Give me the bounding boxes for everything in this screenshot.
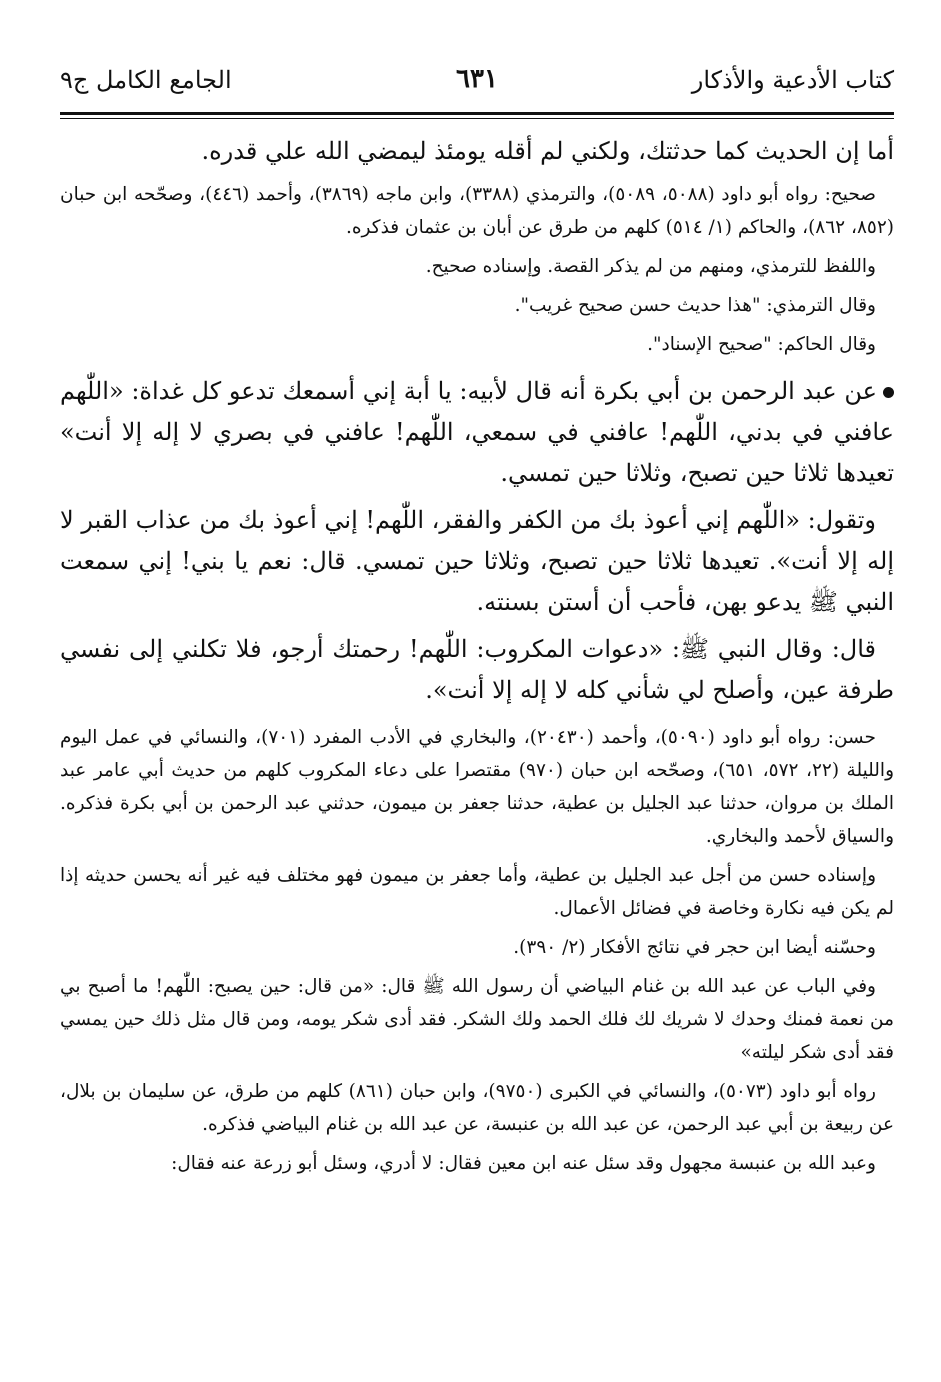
book-title: كتاب الأدعية والأذكار (691, 66, 894, 94)
bullet-icon (883, 387, 894, 398)
paragraph-hadith-continuation: وتقول: «اللّٰهم إني أعوذ بك من الكفر والفقر، اللّٰهم! إني أعوذ بك من عذاب القبر لا إله إلا أنت». تعيدها ثلاثا حين تصبح، وثلاثا حين تمسي. قال: نعم يا بني! إني سمعت النبي ﷺ يدعو بهن، فأحب أن أستن بسنته. (60, 506, 894, 616)
paragraph-hakim: وقال الحاكم: "صحيح الإسناد". (647, 334, 876, 355)
paragraph-isnad: وإسناده حسن من أجل عبد الجليل بن عطية، وأما جعفر بن ميمون فهو مختلف فيه غير أنه يحسن حديثه إذا لم يكن فيه نكارة وخاصة في فضائل الأعمال. (60, 865, 894, 919)
header-rule-thin (60, 118, 894, 119)
paragraph-ibn-hajar: وحسّنه أيضا ابن حجر في نتائج الأفكار (٢/ ٣٩٠). (513, 937, 876, 958)
running-header (60, 62, 894, 108)
paragraph-hadith-end: أما إن الحديث كما حدثتك، ولكني لم أقله يومئذ ليمضي الله علي قدره. (201, 137, 894, 165)
paragraph-hadith-abu-bakra-text: عن عبد الرحمن بن أبي بكرة أنه قال لأبيه: يا أبة إني أسمعك تدعو كل غداة: «اللّٰهم عافني في بدني، اللّٰهم! عافني في سمعي، اللّٰهم! عافني في بصري لا إله إلا أنت» تعيدها ثلاثا حين تصبح، وثلاثا حين تمسي. (60, 377, 894, 487)
body-text (60, 131, 894, 1180)
paragraph-hadith-abu-bakra (60, 371, 894, 494)
paragraph-takhrij-hasan: حسن: رواه أبو داود (٥٠٩٠)، وأحمد (٢٠٤٣٠)، والبخاري في الأدب المفرد (٧٠١)، والنسائي في عمل اليوم والليلة (٢٢، ٥٧٢، ٦٥١)، وصحّحه ابن حبان (٩٧٠) مقتصرا على دعاء المكروب كلهم من حديث أبي عامر عبد الملك بن مروان، حدثنا عبد الجليل بن عطية، حدثنا جعفر بن ميمون، حدثني عبد الرحمن بن أبي بكرة فذكره. والسياق لأحمد والبخاري. (60, 727, 894, 847)
page-number: ٦٣١ (456, 64, 498, 94)
page (60, 62, 894, 1180)
paragraph-note: واللفظ للترمذي، ومنهم من لم يذكر القصة. وإسناده صحيح. (425, 256, 876, 277)
paragraph-tirmidhi: وقال الترمذي: "هذا حديث حسن صحيح غريب". (514, 295, 876, 316)
paragraph-anbasa: وعبد الله بن عنبسة مجهول وقد سئل عنه ابن معين فقال: لا أدري، وسئل أبو زرعة عنه فقال: (171, 1153, 876, 1174)
volume-title: الجامع الكامل ج٩ (60, 66, 232, 94)
paragraph-bayadi: وفي الباب عن عبد الله بن غنام البياضي أن رسول الله ﷺ قال: «من قال: حين يصبح: اللّٰهم! ما أصبح بي من نعمة فمنك وحدك لا شريك لك فلك الحمد ولك الشكر. فقد أدى شكر يومه، ومن قال مثل ذلك حين يمسي فقد أدى شكر ليلته» (60, 976, 894, 1063)
paragraph-takhrij: صحيح: رواه أبو داود (٥٠٨٨، ٥٠٨٩)، والترمذي (٣٣٨٨)، وابن ماجه (٣٨٦٩)، وأحمد (٤٤٦)، وصحّحه ابن حبان (٨٥٢، ٨٦٢)، والحاكم (١/ ٥١٤) كلهم من طرق عن أبان بن عثمان فذكره. (60, 184, 894, 238)
paragraph-dua-makrub: قال: وقال النبي ﷺ: «دعوات المكروب: اللّٰهم! رحمتك أرجو، فلا تكلني إلى نفسي طرفة عين، وأصلح لي شأني كله لا إله إلا أنت». (60, 635, 894, 704)
paragraph-takhrij-bayadi: رواه أبو داود (٥٠٧٣)، والنسائي في الكبرى (٩٧٥٠)، وابن حبان (٨٦١) كلهم من طرق، عن سليمان بن بلال، عن ربيعة بن أبي عبد الرحمن، عن عبد الله بن عنبسة، عن عبد الله بن غنام البياضي فذكره. (60, 1081, 894, 1135)
header-rule-thick (60, 112, 894, 115)
